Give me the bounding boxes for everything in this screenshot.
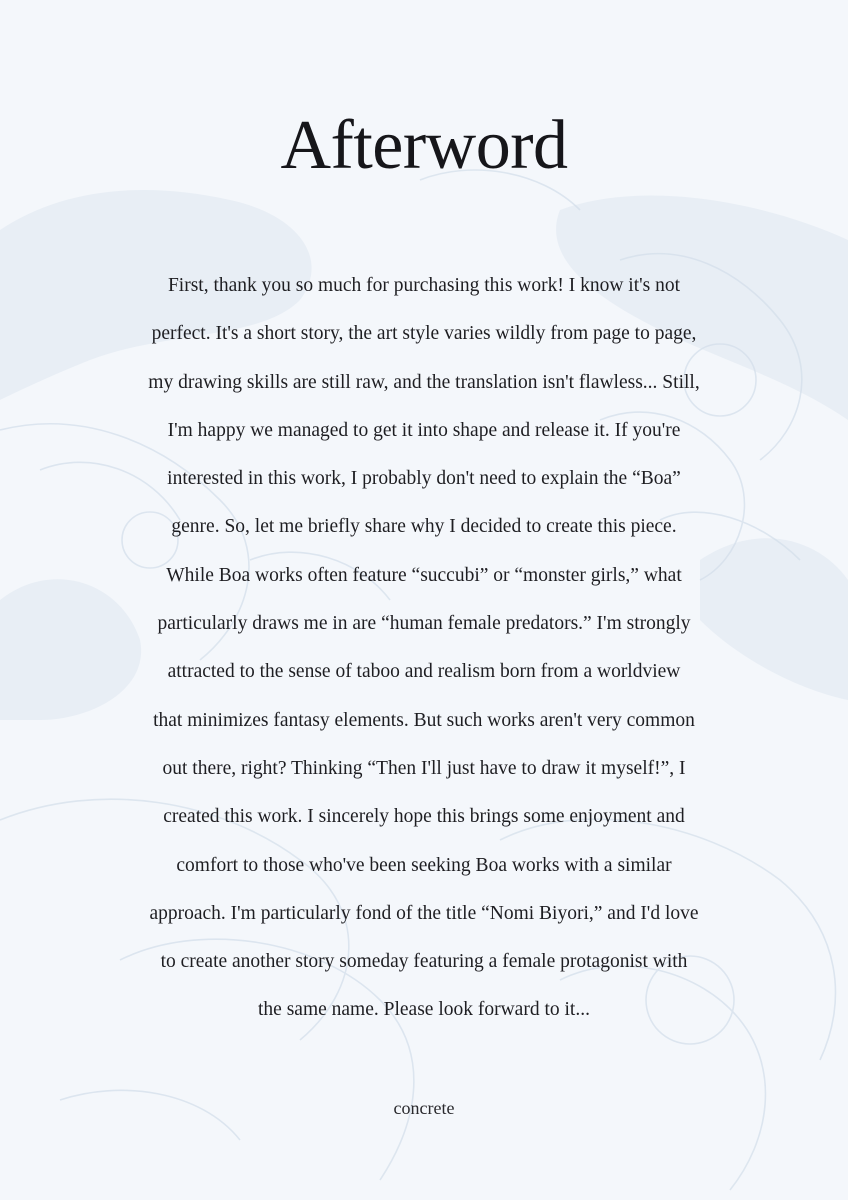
body-line: particularly draws me in are “human female predators.” I'm strongly — [157, 613, 691, 635]
body-line: attracted to the sense of taboo and realism born from a worldview — [167, 661, 681, 683]
body-line: that minimizes fantasy elements. But such works aren't very common — [153, 709, 695, 731]
body-line: First, thank you so much for purchasing this work! I know it's not — [167, 275, 681, 296]
body-line: approach. I'm particularly fond of the title “Nomi Biyori,” and I'd love — [149, 902, 699, 924]
body-line: I'm happy we managed to get it into shape and release it. If you're — [167, 419, 681, 441]
body-line: my drawing skills are still raw, and the translation isn't flawless... Still, — [148, 371, 700, 393]
author-signature: concrete — [393, 1098, 455, 1118]
body-line: perfect. It's a short story, the art style varies wildly from page to page, — [151, 323, 697, 345]
body-line: out there, right? Thinking “Then I'll just have to draw it myself!”, I — [162, 757, 686, 779]
body-line: comfort to those who've been seeking Boa works with a similar — [176, 854, 672, 876]
body-line: to create another story someday featuring a female protagonist with — [160, 951, 688, 973]
body-line: created this work. I sincerely hope this brings some enjoyment and — [163, 806, 685, 828]
page-title: Afterword — [280, 107, 568, 184]
body-line: the same name. Please look forward to it... — [258, 999, 590, 1021]
body-line: interested in this work, I probably don't need to explain the “Boa” — [167, 468, 681, 490]
body-line: genre. So, let me briefly share why I decided to create this piece. — [171, 516, 677, 538]
body-line: While Boa works often feature “succubi” or “monster girls,” what — [166, 564, 682, 586]
afterword-body — [100, 262, 748, 1035]
